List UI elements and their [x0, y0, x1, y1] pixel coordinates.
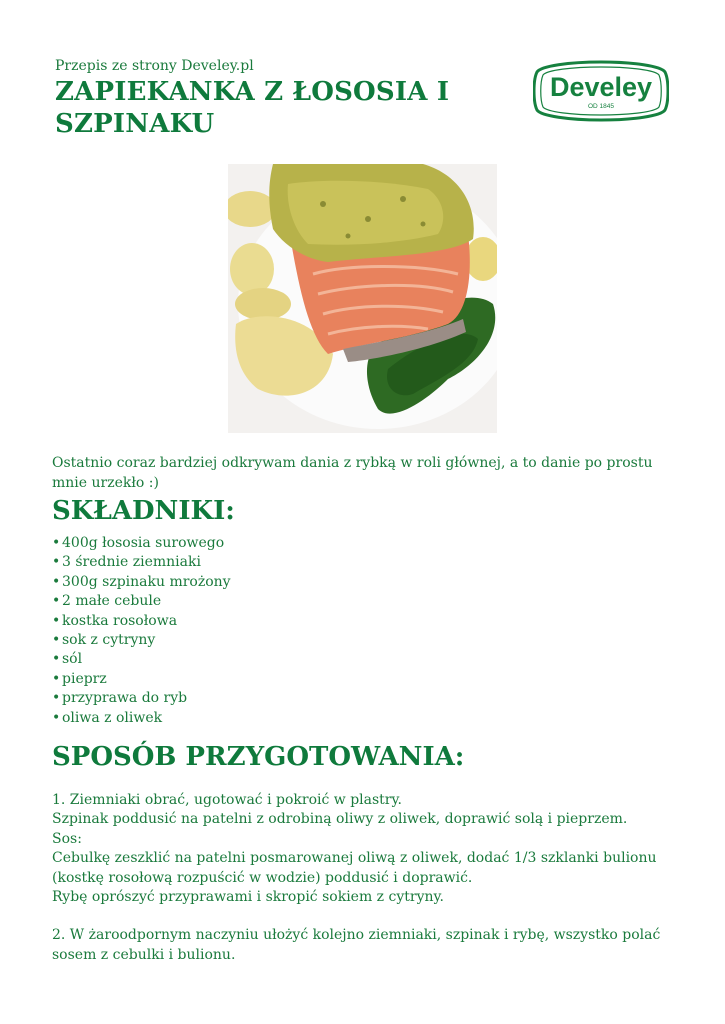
logo-wordmark: Develey	[549, 72, 653, 102]
recipe-title: ZAPIEKANKA Z ŁOSOSIA I SZPINAKU	[55, 77, 450, 139]
ingredient-item: • przyprawa do ryb	[52, 689, 231, 708]
step-line: Cebulkę zeszklić na patelni posmarowanej oliwą z oliwek, dodać 1/3 szklanki bulionu (kostkę rosołową rozpuścić w wodzie) poddusić i doprawić.	[52, 850, 657, 886]
develey-logo	[533, 60, 669, 122]
step-line: Rybę oprószyć przyprawami i skropić sokiem z cytryny.	[52, 889, 444, 906]
ingredient-item: • 300g szpinaku mrożony	[52, 573, 231, 592]
ingredients-list	[52, 534, 231, 728]
step-line: Szpinak poddusić na patelni z odrobiną oliwy z oliwek, doprawić solą i pieprzem.	[52, 811, 628, 828]
step-line: 1. Ziemniaki obrać, ugotować i pokroić w plastry.	[52, 792, 402, 808]
source-line: Przepis ze strony Develey.pl	[55, 58, 254, 74]
ingredient-item: • sok z cytryny	[52, 631, 231, 650]
dish-photo	[228, 164, 497, 433]
step-line: 2. W żaroodpornym naczyniu ułożyć kolejno ziemniaki, szpinak i rybę, wszystko polać sosem z cebulki i bulionu.	[52, 927, 661, 963]
logo-since: OD 1845	[587, 103, 615, 110]
ingredient-item: • 2 małe cebule	[52, 592, 231, 611]
ingredients-heading: SKŁADNIKI:	[52, 496, 235, 526]
intro-text: Ostatnio coraz bardziej odkrywam dania z rybką w roli głównej, a to danie po prostu mnie urzekło :)	[52, 455, 653, 491]
ingredient-item: • oliwa z oliwek	[52, 709, 231, 728]
ingredient-item: • kostka rosołowa	[52, 612, 231, 631]
step-line: Sos:	[52, 830, 82, 847]
ingredient-item: • 3 średnie ziemniaki	[52, 553, 231, 572]
step-spacer	[52, 907, 682, 926]
ingredient-item: • 400g łososia surowego	[52, 534, 231, 553]
preparation-heading: SPOSÓB PRZYGOTOWANIA:	[52, 742, 465, 772]
ingredient-item: • pieprz	[52, 670, 231, 689]
ingredient-item: • sól	[52, 650, 231, 669]
preparation-steps	[52, 791, 682, 965]
